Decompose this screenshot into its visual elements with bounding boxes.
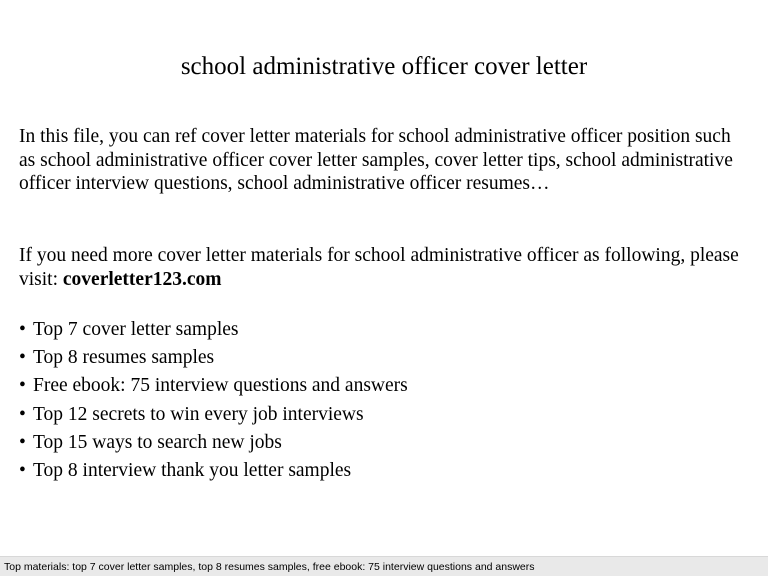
intro-paragraph: In this file, you can ref cover letter materials for school administrative officer position such as school administrative officer cover letter samples, cover letter tips, school administrative officer interview questions, school administrative officer resumes… [19,126,733,195]
visit-paragraph [19,244,749,291]
list-item-label: Free ebook: 75 interview questions and answers [33,375,408,397]
footer-bar: Top materials: top 7 cover letter samples, top 8 resumes samples, free ebook: 75 interview questions and answers [0,556,768,576]
list-item-label: Top 8 interview thank you letter samples [33,460,352,482]
visit-text: If you need more cover letter materials for school administrative officer as following, please visit: [19,245,739,290]
list-item-label: Top 7 cover letter samples [33,319,239,340]
list-item-label: Top 12 secrets to win every job interviews [33,403,364,425]
list-item-label: Top 8 resumes samples [33,347,215,369]
list-item [19,316,749,344]
site-link[interactable]: coverletter123.com [62,268,222,290]
materials-list [19,316,749,485]
bullet-icon: • [19,319,26,340]
list-item [19,372,749,400]
list-item [19,401,749,429]
list-item [19,429,749,457]
bullet-icon: • [19,403,26,425]
bullet-icon: • [19,347,26,369]
list-item [19,344,749,372]
list-item [19,457,749,485]
page-title: school administrative officer cover letter [180,53,588,80]
bullet-icon: • [19,460,26,482]
bullet-icon: • [19,375,26,397]
bullet-icon: • [19,431,26,453]
list-item-label: Top 15 ways to search new jobs [33,431,282,453]
